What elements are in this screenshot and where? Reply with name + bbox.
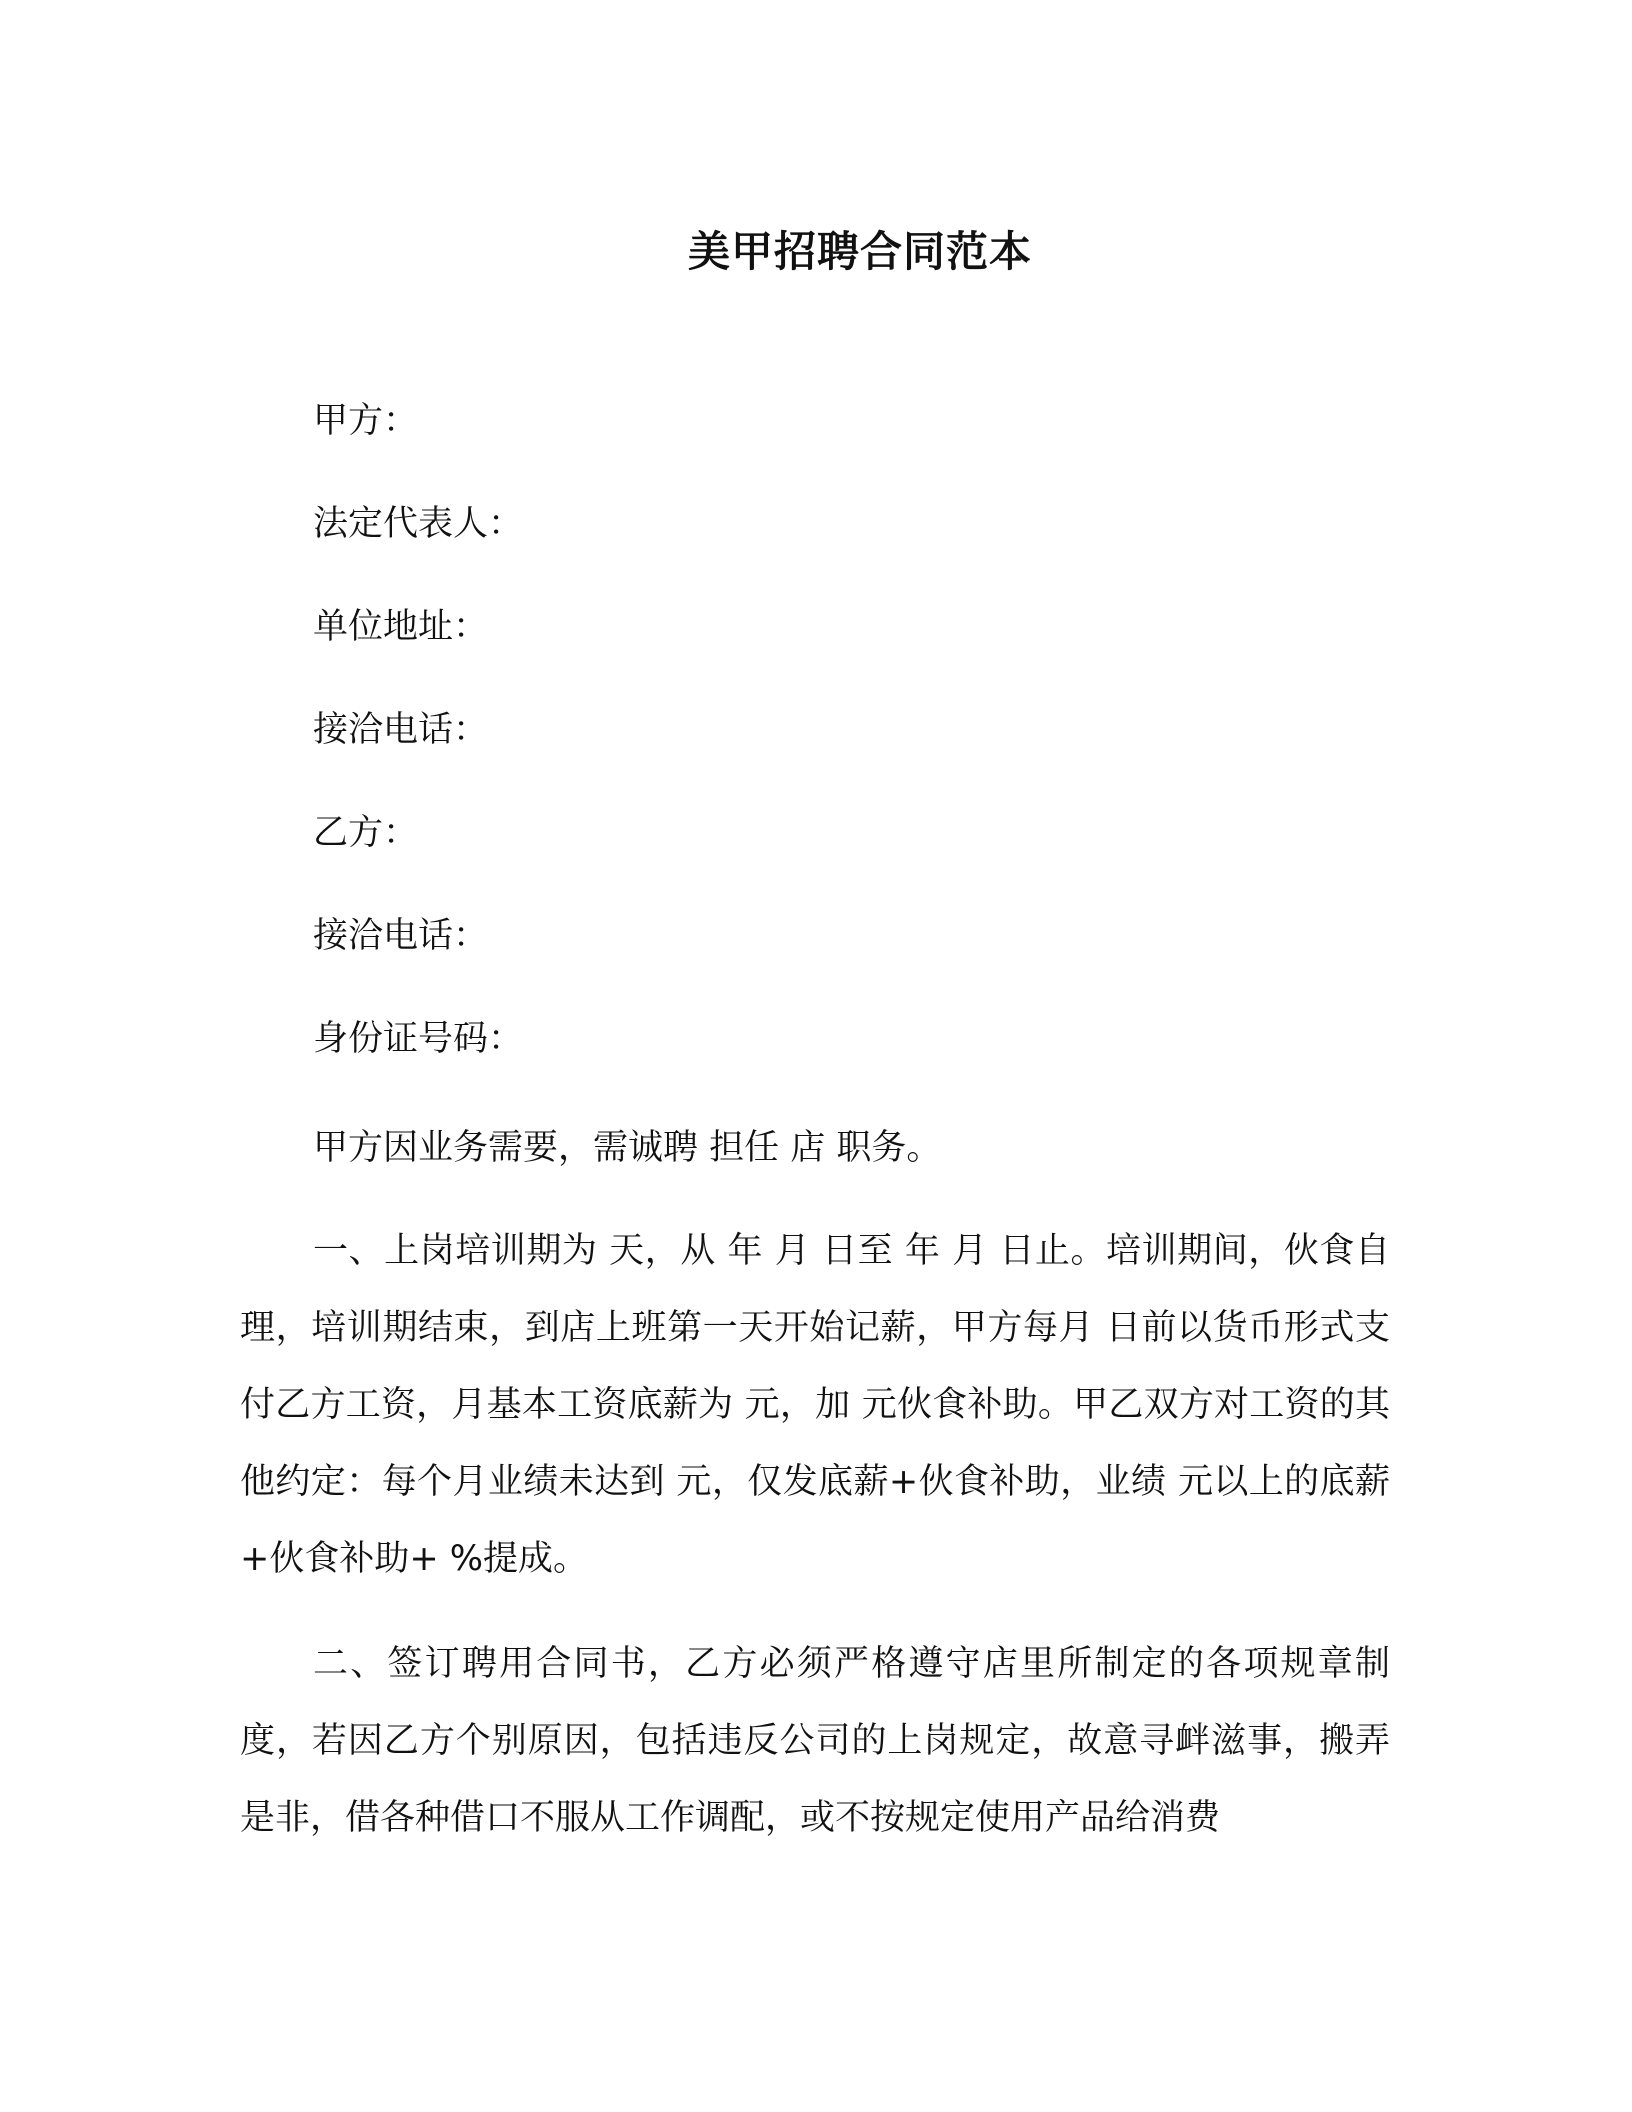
field-party-b: 乙方： xyxy=(313,813,419,853)
field-company-address: 单位地址： xyxy=(313,607,489,647)
intro-paragraph: 甲方因业务需要，需诚聘 担任 店 职务。 xyxy=(313,1128,942,1168)
field-party-b-phone: 接洽电话： xyxy=(313,916,489,956)
field-legal-representative: 法定代表人： xyxy=(313,504,524,544)
document-title: 美甲招聘合同范本 xyxy=(687,227,1032,276)
clause-2-paragraph: 二、签订聘用合同书，乙方必须严格遵守店里所制定的各项规章制度，若因乙方个别原因，包括违反公司的上岗规定，故意寻衅滋事，搬弄是非，借各种借口不服从工作调配，或不按规定使用产品给消费 xyxy=(240,1644,1390,1838)
clause-1-paragraph: 一、上岗培训期为 天，从 年 月 日至 年 月 日止。培训期间，伙食自理，培训期结束，到店上班第一天开始记薪，甲方每月 日前以货币形式支付乙方工资，月基本工资底薪为 元，加 元伙食补助。甲乙双方对工资的其他约定：每个月业绩未达到 元，仅发底薪+伙食补助，业绩 元以上的底薪+伙食补助+ %提成。 xyxy=(240,1231,1390,1579)
field-party-a: 甲方： xyxy=(313,401,419,441)
field-party-a-phone: 接洽电话： xyxy=(313,710,489,750)
field-id-number: 身份证号码： xyxy=(313,1019,524,1059)
